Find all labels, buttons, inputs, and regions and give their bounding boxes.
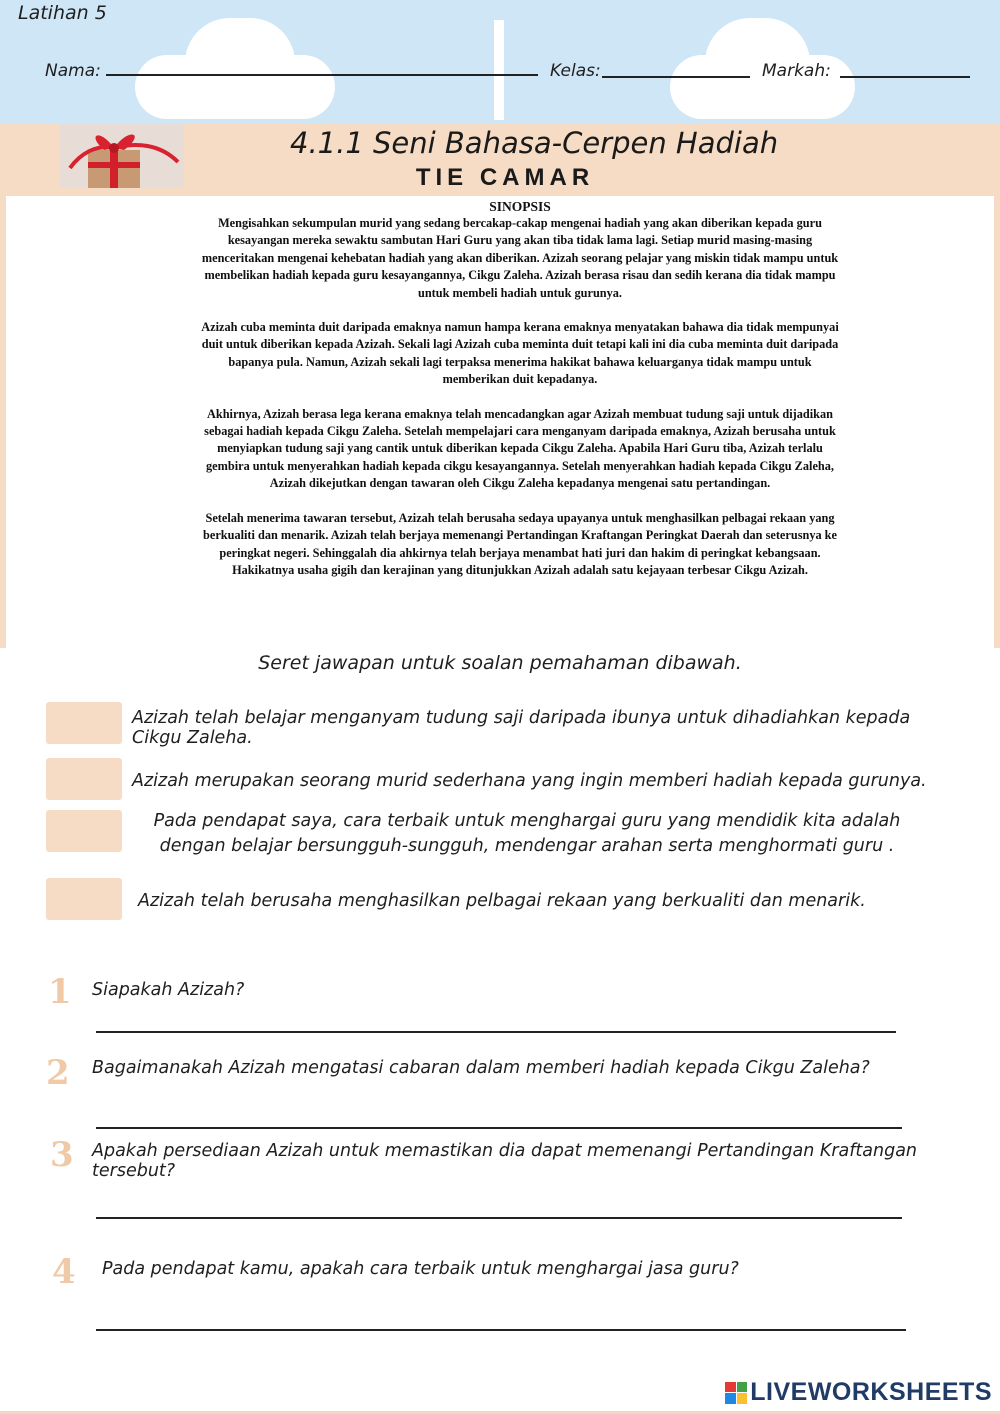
drag-instruction: Seret jawapan untuk soalan pemahaman dibawah. — [258, 652, 742, 674]
question-number: 1 — [48, 972, 72, 1012]
question-number: 4 — [52, 1252, 76, 1292]
question-number: 2 — [46, 1053, 70, 1093]
synopsis — [200, 198, 840, 596]
marks-label: Markah: — [762, 61, 831, 81]
question-text: Apakah persediaan Azizah untuk memastikan dia dapat memenangi Pertandingan Kraftangan tersebut? — [92, 1141, 918, 1181]
answer-line[interactable] — [96, 1127, 902, 1129]
cloud-decoration — [185, 18, 295, 108]
gift-image — [60, 124, 184, 188]
name-label: Nama: — [45, 61, 101, 81]
name-field[interactable] — [106, 74, 538, 76]
answer-drag-box[interactable] — [46, 702, 122, 744]
logo-icon — [725, 1382, 747, 1404]
answer-line[interactable] — [96, 1031, 896, 1033]
question-text: Bagaimanakah Azizah mengatasi cabaran dalam memberi hadiah kepada Cikgu Zaleha? — [92, 1058, 870, 1078]
author-name: TIE CAMAR — [415, 164, 595, 191]
question-text: Siapakah Azizah? — [92, 980, 245, 1000]
class-label: Kelas: — [550, 61, 601, 81]
header-divider — [494, 20, 504, 120]
synopsis-paragraph: Akhirnya, Azizah berasa lega kerana emaknya telah mencadangkan agar Azizah membuat tudung saji untuk dijadikan sebagai hadiah kepada Cikgu Zaleha. Setelah mempelajari cara menganyam daripada emaknya, Azizah berusaha untuk menyiapkan tudung saji yang cantik untuk diberikan kepada Cikgu Zaleha. Apabila Hari Guru tiba, Azizah terlalu gembira untuk menyerahkan hadiah kepada cikgu kesayangannya. Setelah menyerahkan hadiah kepada Cikgu Zaleha, Azizah dikejutkan dengan tawaran oleh Cikgu Zaleha kepadanya mengenai satu pertandingan. — [204, 406, 836, 491]
answer-drag-box[interactable] — [46, 878, 122, 920]
header-banner — [0, 0, 1000, 124]
answer-drag-box[interactable] — [46, 758, 122, 800]
synopsis-paragraph: Setelah menerima tawaran tersebut, Azizah telah berusaha sedaya upayanya untuk menghasilkan pelbagai rekaan yang berkualiti dan menarik. Azizah telah berjaya memenangi Pertandingan Kraftangan Peringkat Daerah dan seterusnya ke peringkat negeri. Sehinggalah dia ahkirnya telah berjaya menambat hati juri dan hakim di peringkat kebangsaan. Hakikatnya usaha gigih dan kerajinan yang ditunjukkan Azizah adalah satu kejayaan terbesar Cikgu Azizah. — [203, 510, 837, 577]
answer-option[interactable]: Pada pendapat saya, cara terbaik untuk menghargai guru yang mendidik kita adalah dengan belajar bersungguh-sungguh, mendengar arahan serta menghormati guru . — [153, 811, 901, 856]
synopsis-paragraph: Mengisahkan sekumpulan murid yang sedang bercakap-cakap mengenai hadiah yang akan diberikan kepada guru kesayangan mereka sewaktu sambutan Hari Guru yang akan tiba tidak lama lagi. Setiap murid masing-masing menceritakan mengenai kehebatan hadiah yang akan diberikan. Azizah seorang pelajar yang miskin tidak mampu untuk membelikan hadiah kepada guru kesayangannya, Cikgu Zaleha. Azizah berasa risau dan sedih kerana dia tidak mampu untuk membeli hadiah untuk gurunya. — [201, 216, 839, 300]
answer-line[interactable] — [96, 1329, 906, 1331]
exercise-label: Latihan 5 — [18, 2, 107, 24]
synopsis-heading: SINOPSIS — [489, 199, 551, 214]
answer-option[interactable]: Azizah telah belajar menganyam tudung saji daripada ibunya untuk dihadiahkan kepada Cikgu Zaleha. — [132, 708, 911, 748]
question-text: Pada pendapat kamu, apakah cara terbaik untuk menghargai jasa guru? — [102, 1259, 739, 1279]
marks-field[interactable] — [840, 76, 970, 78]
liveworksheets-logo — [725, 1378, 992, 1407]
brand-text: LIVEWORKSHEETS — [750, 1378, 992, 1406]
answer-option[interactable]: Azizah telah berusaha menghasilkan pelbagai rekaan yang berkualiti dan menarik. — [138, 891, 866, 911]
answer-line[interactable] — [96, 1217, 902, 1219]
class-field[interactable] — [602, 76, 750, 78]
synopsis-paragraph: Azizah cuba meminta duit daripada emaknya namun hampa kerana emaknya menyatakan bahawa dia tidak mempunyai duit untuk diberikan kepada Azizah. Sekali lagi Azizah cuba meminta duit tetapi kali ini dia cuba meminta duit daripada bapanya pula. Namun, Azizah sekali lagi terpaksa menerima hakikat bahawa keluarganya tidak mampu untuk memberikan duit kepadanya. — [201, 320, 839, 387]
answer-drag-box[interactable] — [46, 810, 122, 852]
page-title: 4.1.1 Seni Bahasa-Cerpen Hadiah — [290, 126, 779, 160]
question-number: 3 — [50, 1135, 74, 1175]
answer-option[interactable]: Azizah merupakan seorang murid sederhana yang ingin memberi hadiah kepada gurunya. — [132, 771, 927, 791]
